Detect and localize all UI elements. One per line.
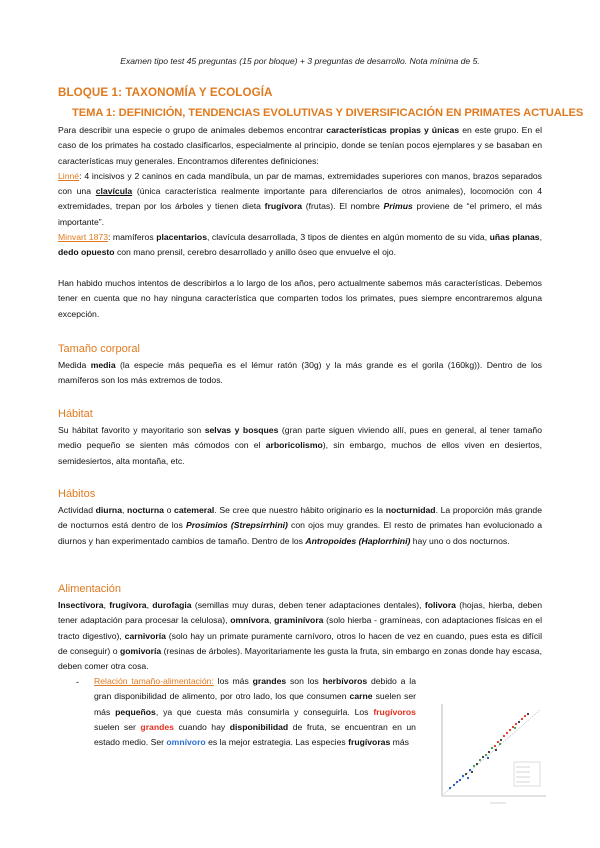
scatter-point [473,765,475,767]
scatter-point [503,735,505,737]
scatter-point [456,781,458,783]
intro-section [58,123,542,261]
paragraph-attempts: Han habido muchos intentos de describirlos a lo largo de los años, pero actualmente sabemos más características. Debemos tener en cuenta que no hay ninguna característica que comparten todos los primates, pues siempre encontraremos alguna excepción. [58,278,542,319]
block-title: BLOQUE 1: TAXONOMÍA Y ECOLOGÍA [58,86,273,99]
scatter-point [524,715,526,717]
scatter-point [482,756,484,758]
habitos-text: Actividad diurna, nocturna o catemeral. Se cree que nuestro hábito originario es la nocturnidad. La proporción más grande de nocturnos está dentro de los Prosimios (Strepsirrhini) con ojos muy grandes. El resto de primates han evolucionado a diurnos y han experimentado cambios de tamaño. Dentro de los Antropoides (Haplorrhini) hay uno o dos nocturnos. [58,505,543,546]
scatter-point [487,757,489,759]
linne-name: Linné [58,170,80,181]
scatter-point [449,787,451,789]
scatter-point [467,777,469,779]
scatter-point [521,718,523,720]
section-title-alimentacion: Alimentación [58,583,121,595]
linne-definition: Linné: 4 incisivos y 2 caninos en cada mandíbula, un par de mamas, extremidades superiores con manos, brazos separados con una clavícula (única característica realmente importante para diferenciarlos de otros animales), locomoción con 4 extremidades, trepan por los árboles y tienen dieta frugívora (frutas). El nombre Primus proviene de “el primero, el más importante”. [58,170,542,227]
alimentacion-text: Insectívora, frugívora, durofagia (semillas muy duras, deben tener adaptaciones dentales), folivora (hojas, hierba, deben tener adaptación para procesar la celulosa), omnívora, graminívora (solo hierba - gramíneas, con adaptaciones físicas en el tracto digestivo), carnivoría (solo hay un primate puramente carnívoro, otros lo hacen de vez en cuando, pues esta es difícil de conseguir) o gomivoría (resinas de árboles). Mayoritariamente les gusta la fruta, sin embargo en zonas donde hay escasa, deben comer otra cosa. [58,600,543,672]
bullet-dash: - [76,677,79,687]
scatter-point [491,747,493,749]
intro-paragraph: Para describir una especie o grupo de animales debemos encontrar características propias y únicas en este grupo. En el caso de los primates ha costado clasificarlos, especialmente al principio, donde se tenían pocos ejemplares y se basaban en características muy generales. Encontramos diferentes definiciones: [58,125,542,166]
scatter-point [485,754,487,756]
exam-note: Examen tipo test 45 preguntas (15 por bloque) + 3 preguntas de desarrollo. Nota mínima de 5. [120,56,480,66]
scatter-point [469,769,471,771]
habitat-text: Su hábitat favorito y mayoritario son selvas y bosques (gran parte siguen viviendo allí, pues en general, al tener tamaño medio pequeño se sienten más cómodos con el arboricolismo), sin embargo, muchos de ellos viven en desiertos, semidesiertos, alta montaña, etc. [58,425,542,466]
scatter-point [488,751,490,753]
bullet-label: Relación tamaño-alimentación: [94,676,214,686]
scatter-point [471,771,473,773]
figure-background [430,700,550,810]
scatter-point [453,784,455,786]
scatter-point [518,721,520,723]
minvart-name: Minvart 1873 [58,232,108,243]
scatter-point [514,727,516,729]
scatter-point [465,773,467,775]
scatter-point [476,763,478,765]
scatter-point [500,739,502,741]
bullet-text: Relación tamaño-alimentación: los más grandes son los herbívoros debido a la gran disponibilidad de alimento, por otro lado, los que consumen carne suelen ser más pequeños, ya que cuesta más consumirla y conseguirla. Los frugívoros suelen ser grandes cuando hay disponibilidad de fruta, se encuentran en un estado medio. Ser omnívoro es la mejor estrategia. Las especies frugívoras más [94,676,416,748]
scatter-point [527,713,529,715]
scatter-point [497,741,499,743]
section-title-habitat: Hábitat [58,408,93,420]
scatter-point [499,743,501,745]
theme-title: TEMA 1: DEFINICIÓN, TENDENCIAS EVOLUTIVAS Y DIVERSIFICACIÓN EN PRIMATES ACTUALES [72,107,584,119]
scatter-point [479,759,481,761]
scatter-point [509,729,511,731]
section-title-habitos: Hábitos [58,488,96,500]
scatter-point [506,732,508,734]
scatter-point [512,726,514,728]
scatter-point [462,775,464,777]
scatter-point [494,745,496,747]
scatter-point [495,749,497,751]
size-diet-scatter-figure [430,700,550,810]
scatter-point [459,779,461,781]
minvart-definition: Minvart 1873: mamíferos placentarios, clavícula desarrollada, 3 tipos de dientes en algún momento de su vida, uñas planas, dedo opuesto con mano prensil, cerebro desarrollado y anillo óseo que envuelve el ojo. [58,232,543,258]
scatter-point [515,723,517,725]
tamano-text: Medida media (la especie más pequeña es el lémur ratón (30g) y la más grande es el gorila (160kg)). Dentro de los mamíferos son los más extremos de todos. [58,360,542,386]
section-title-tamano: Tamaño corporal [58,343,140,355]
